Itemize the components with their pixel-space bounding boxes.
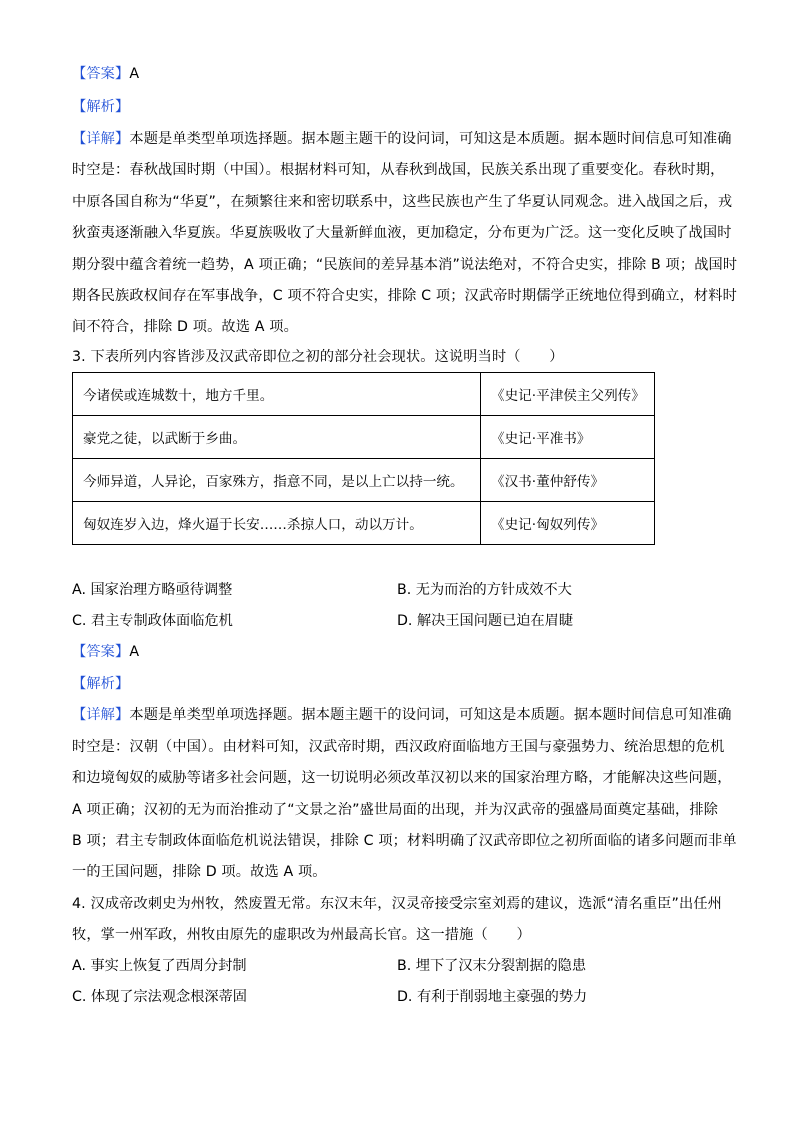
table-cell-text: 匈奴连岁入边，烽火逼于长安……杀掠人口，动以万计。 bbox=[73, 502, 481, 545]
table-cell-source: 《汉书·董仲舒传》 bbox=[481, 459, 655, 502]
table-cell-text: 豪党之徒，以武断于乡曲。 bbox=[73, 416, 481, 459]
q4-question-line-1: 4. 汉成帝改刺史为州牧，然废置无常。东汉末年，汉灵帝接受宗室刘焉的建议，选派“清名重臣”出任州 bbox=[72, 896, 723, 912]
q2-detail-line-4: 狄蛮夷逐渐融入华夏族。华夏族吸收了大量新鲜血液，更加稳定，分布更为广泛。这一变化反映了战国时 bbox=[72, 225, 732, 241]
table-row bbox=[73, 502, 655, 545]
q2-detail-line-1 bbox=[72, 129, 732, 149]
q2-detail-line-7: 间不符合，排除 D 项。故选 A 项。 bbox=[72, 319, 298, 335]
table-row bbox=[73, 459, 655, 502]
q3-detail-line-1 bbox=[72, 705, 732, 725]
answer-tag: 【答案】 bbox=[72, 644, 130, 660]
q4-option-b: B. 埋下了汉末分裂割据的隐患 bbox=[397, 958, 587, 974]
table-cell-source: 《史记·平津侯主父列传》 bbox=[481, 373, 655, 416]
q2-detail-line-2: 时空是：春秋战国时期（中国）。根据材料可知，从春秋到战国，民族关系出现了重要变化。春秋时期， bbox=[72, 162, 725, 178]
q2-answer-line bbox=[72, 64, 139, 84]
detail-tag: 【详解】 bbox=[72, 707, 130, 723]
q4-option-a: A. 事实上恢复了西周分封制 bbox=[72, 958, 247, 974]
q4-option-c: C. 体现了宗法观念根深蒂固 bbox=[72, 989, 247, 1005]
q3-analysis-tag: 【解析】 bbox=[72, 676, 130, 692]
q3-option-c: C. 君主专制政体面临危机 bbox=[72, 613, 233, 629]
detail-tag: 【详解】 bbox=[72, 131, 130, 147]
table-cell-text: 今师异道，人异论，百家殊方，指意不同，是以上亡以持一统。 bbox=[73, 459, 481, 502]
q3-detail-line-3: 和边境匈奴的威胁等诸多社会问题，这一切说明必须改革汉初以来的国家治理方略，才能解决这些问题， bbox=[72, 770, 732, 786]
q3-question: 3. 下表所列内容皆涉及汉武帝即位之初的部分社会现状。这说明当时（ ） bbox=[72, 349, 564, 365]
q2-detail-line-5: 期分裂中蕴含着统一趋势，A 项正确；“民族间的差异基本消”说法绝对，不符合史实，排除 B 项；战国时 bbox=[72, 257, 738, 273]
table-row bbox=[73, 373, 655, 416]
q3-answer-line bbox=[72, 642, 139, 662]
q4-question-line-2: 牧，掌一州军政，州牧由原先的虚职改为州最高长官。这一措施（ ） bbox=[72, 927, 531, 943]
q3-option-d: D. 解决王国问题已迫在眉睫 bbox=[397, 613, 574, 629]
table-cell-source: 《史记·匈奴列传》 bbox=[481, 502, 655, 545]
q3-detail-line-5: B 项；君主专制政体面临危机说法错误，排除 C 项；材料明确了汉武帝即位之初所面临的诸多问题而非单 bbox=[72, 833, 737, 849]
q2-detail-line-6: 期各民族政权间存在军事战争，C 项不符合史实，排除 C 项；汉武帝时期儒学正统地位得到确立，材料时 bbox=[72, 288, 737, 304]
q3-detail-line-2: 时空是：汉朝（中国）。由材料可知，汉武帝时期，西汉政府面临地方王国与豪强势力、统治思想的危机 bbox=[72, 739, 725, 755]
q2-detail-line-3: 中原各国自称为“华夏”，在频繁往来和密切联系中，这些民族也产生了华夏认同观念。进入战国之后，戎 bbox=[72, 194, 733, 210]
detail-text: 本题是单类型单项选择题。据本题主题干的设问词，可知这是本质题。据本题时间信息可知准确 bbox=[129, 131, 732, 147]
q3-detail-line-6: 一的王国问题，排除 D 项。故选 A 项。 bbox=[72, 864, 327, 880]
table-cell-source: 《史记·平准书》 bbox=[481, 416, 655, 459]
answer-value: A bbox=[129, 644, 140, 660]
table-cell-text: 今诸侯或连城数十，地方千里。 bbox=[73, 373, 481, 416]
answer-value: A bbox=[129, 66, 140, 82]
q4-option-d: D. 有利于削弱地主豪强的势力 bbox=[397, 989, 588, 1005]
table-row bbox=[73, 416, 655, 459]
q3-source-table bbox=[72, 372, 655, 545]
q2-analysis-tag: 【解析】 bbox=[72, 99, 130, 115]
q3-option-b: B. 无为而治的方针成效不大 bbox=[397, 582, 572, 598]
detail-text: 本题是单类型单项选择题。据本题主题干的设问词，可知这是本质题。据本题时间信息可知准确 bbox=[129, 707, 732, 723]
q3-option-a: A. 国家治理方略亟待调整 bbox=[72, 582, 233, 598]
answer-tag: 【答案】 bbox=[72, 66, 130, 82]
q3-detail-line-4: A 项正确；汉初的无为而治推动了“文景之治”盛世局面的出现，并为汉武帝的强盛局面奠定基础，排除 bbox=[72, 802, 719, 818]
